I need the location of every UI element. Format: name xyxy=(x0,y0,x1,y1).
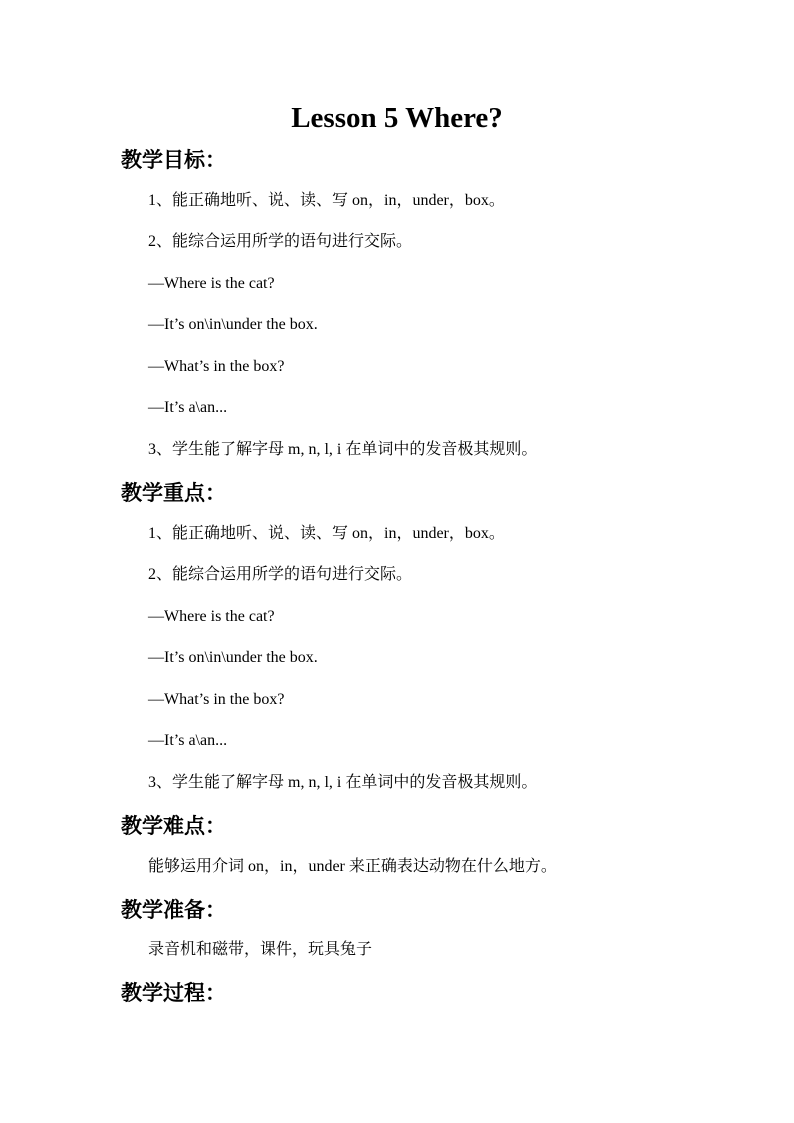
objective-item: 3、学生能了解字母 m, n, l, i 在单词中的发音极其规则。 xyxy=(148,441,538,458)
section-heading-objectives: 教学目标： xyxy=(121,148,226,172)
section-heading-key-points: 教学重点： xyxy=(121,481,226,505)
section-heading-preparation: 教学准备： xyxy=(121,898,226,922)
key-point-item: 3、学生能了解字母 m, n, l, i 在单词中的发音极其规则。 xyxy=(148,774,538,791)
objective-item: —It’s a\an... xyxy=(148,399,228,416)
key-point-item: 1、能正确地听、说、读、写 on，in，under，box。 xyxy=(148,525,505,542)
objective-item: 1、能正确地听、说、读、写 on，in，under，box。 xyxy=(148,192,505,209)
section-heading-process: 教学过程： xyxy=(121,981,226,1005)
objective-item: —It’s on\in\under the box. xyxy=(148,316,318,333)
preparation-item: 录音机和磁带，课件，玩具兔子 xyxy=(148,941,373,958)
document-title: Lesson 5 Where? xyxy=(291,102,503,134)
key-point-item: —What’s in the box? xyxy=(148,691,285,708)
objective-item: —Where is the cat? xyxy=(148,275,275,292)
key-point-item: —Where is the cat? xyxy=(148,608,275,625)
key-point-item: 2、能综合运用所学的语句进行交际。 xyxy=(148,566,413,583)
difficulty-item: 能够运用介词 on，in，under 来正确表达动物在什么地方。 xyxy=(148,858,557,875)
key-point-item: —It’s a\an... xyxy=(148,732,228,749)
objective-item: —What’s in the box? xyxy=(148,358,285,375)
key-point-item: —It’s on\in\under the box. xyxy=(148,649,318,666)
section-heading-difficulties: 教学难点： xyxy=(121,814,226,838)
objective-item: 2、能综合运用所学的语句进行交际。 xyxy=(148,233,413,250)
